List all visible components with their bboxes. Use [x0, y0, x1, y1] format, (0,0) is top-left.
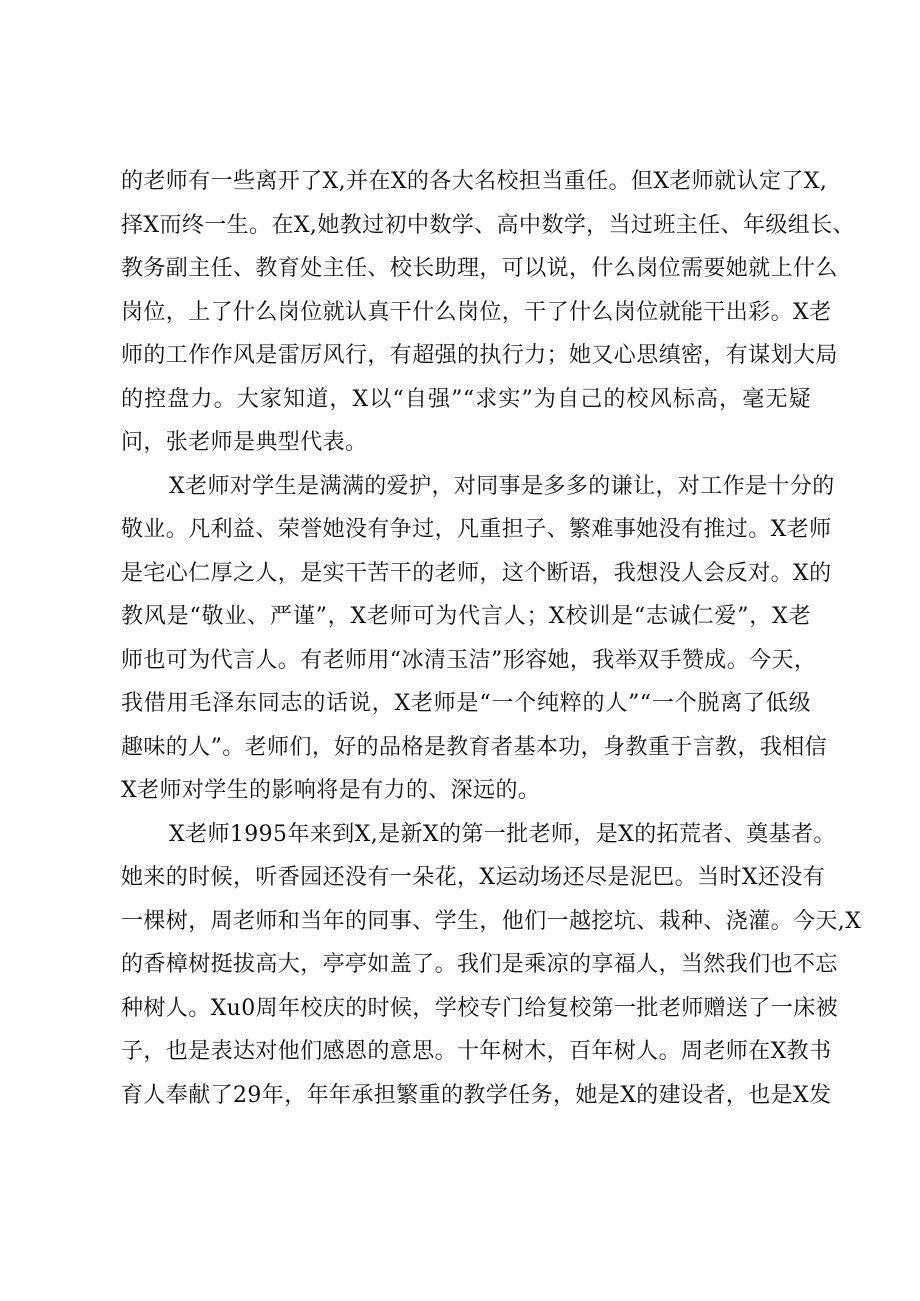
text-line: 师也可为代言人。有老师用“冰清玉洁”形容她，我举双手赞成。今天，	[121, 647, 817, 673]
text-line: 择X而终一生。在X,她教过初中数学、高中数学，当过班主任、年级组长、	[121, 212, 855, 238]
text-line: 师的工作作风是雷厉风行，有超强的执行力；她又心思缜密，有谋划大局	[121, 343, 838, 368]
text-line: 教务副主任、教育处主任、校长助理，可以说，什么岗位需要她就上什么	[121, 256, 838, 281]
text-line: 教风是“敬业、严谨”，X老师可为代言人；X校训是“志诚仁爱”，X老	[121, 604, 811, 629]
text-line: 是宅心仁厚之人，是实干苦干的老师，这个断语，我想没人会反对。X的	[121, 560, 832, 586]
text-line: 的控盘力。大家知道，X以“自强”“求实”为自己的校风标高，毫无疑	[121, 386, 811, 412]
text-line: 种树人。Xu0周年校庆的时候，学校专门给复校第一批老师赠送了一床被	[121, 995, 839, 1021]
text-line: X老师对学生是满满的爱护，对同事是多多的谦让，对工作是十分的	[169, 473, 835, 499]
text-line: 的香樟树挺拔高大，亭亭如盖了。我们是乘凉的享福人，当然我们也不忘	[121, 952, 838, 977]
text-line: 一棵树，周老师和当年的同事、学生，他们一越挖坑、栽种、浇灌。今天,X	[121, 908, 862, 934]
text-line: 子，也是表达对他们感恩的意思。十年树木，百年树人。周老师在X教书	[121, 1039, 832, 1064]
text-line: 我借用毛泽东同志的话说，X老师是“一个纯粹的人”“一个脱离了低级	[121, 691, 811, 716]
text-line: 敬业。凡利益、荣誉她没有争过，凡重担子、繁难事她没有推过。X老师	[121, 517, 832, 542]
text-line: 她来的时候，听香园还没有一朵花，X运动场还尽是泥巴。当时X还没有	[121, 865, 826, 890]
text-line: 的老师有一些离开了X,并在X的各大名校担当重任。但X老师就认定了X,	[121, 169, 828, 194]
text-line: 岗位，上了什么岗位就认真干什么岗位，干了什么岗位就能干出彩。X老	[121, 299, 832, 325]
paragraph-2	[121, 465, 835, 813]
text-line: 育人奉献了29年，年年承担繁重的教学任务，她是X的建设者，也是X发	[121, 1082, 832, 1108]
text-line: X老师对学生的影响将是有力的、深远的。	[121, 778, 541, 803]
text-line: 趣味的人”。老师们，好的品格是教育者基本功，身教重于言教，我相信	[121, 734, 828, 760]
document-body	[121, 160, 862, 1117]
text-line: 问，张老师是典型代表。	[121, 430, 368, 455]
paragraph-3	[121, 813, 862, 1118]
text-line: X老师1995年来到X,是新X的第一批老师，是X的拓荒者、奠基者。	[169, 821, 836, 847]
paragraph-1	[121, 160, 855, 465]
